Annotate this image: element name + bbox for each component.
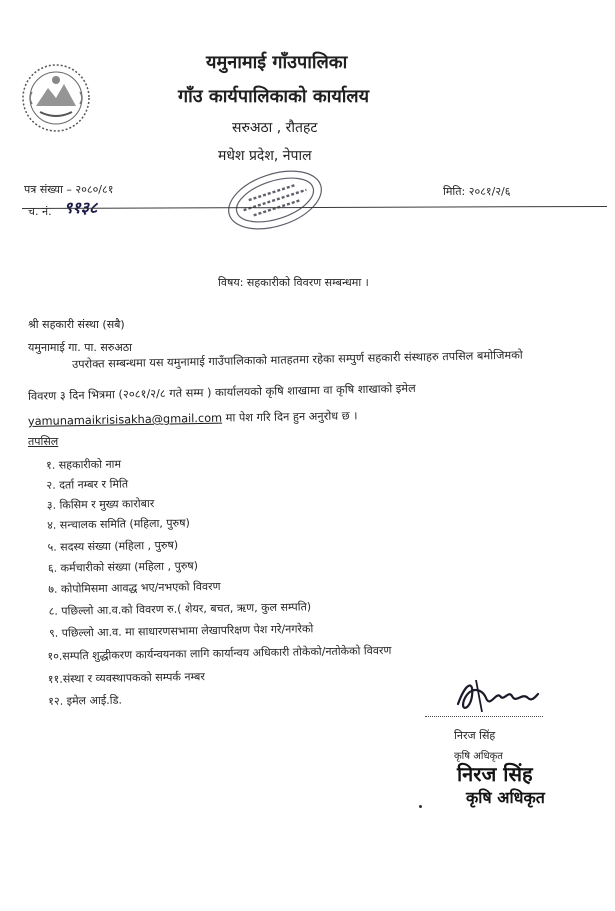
office-stamp (220, 160, 330, 240)
body-line-1: उपरोक्त सम्बन्धमा यस यमुनामाई गाउँपालिकाको मातहतमा रहेका सम्पुर्ण सहकारी संस्थाहरु तपसिल बमोजिमको (71, 348, 523, 371)
government-emblem-icon (20, 62, 92, 134)
list-item: ६. कर्मचारीको संख्या (महिला , पुरुष) (47, 559, 199, 575)
body-line-3-text: मा पेश गरि दिन हुन अनुरोध छ । (221, 409, 358, 425)
list-item: १२. इमेल आई.डि. (48, 693, 123, 708)
dispatch-number-value: ९१३८ (64, 198, 98, 217)
subject-line: विषय: सहकारीको विवरण सम्बन्धमा । (218, 276, 369, 289)
body-line-3 (28, 408, 358, 429)
office-address: सरुअठा , रौतहट (232, 120, 318, 136)
dispatch-number-label: च. नं. (28, 205, 52, 218)
title-stamp: कृषि अधिकृत (466, 788, 545, 807)
name-stamp: निरज सिंह (457, 762, 533, 786)
body-line-2: विवरण ३ दिन भित्रमा (२०८१/२/८ गते सम्म ) कार्यालयको कृषि शाखामा वा कृषि शाखाको इमेल (27, 381, 416, 403)
handwritten-signature (452, 672, 542, 717)
email-link[interactable]: yamunamaikrisisakha@gmail.com (27, 411, 223, 428)
list-item: ४. सन्चालक समिति (महिला, पुरुष) (47, 516, 190, 532)
list-heading: तपसिल (28, 435, 59, 448)
signatory-name: निरज सिंह (454, 729, 496, 742)
list-item: १०.सम्पति शुद्धीकरण कार्यन्वयनका लागि कार्यान्वय अधिकारी तोकेको/नतोकेको विवरण (47, 643, 392, 663)
signature-line (425, 716, 543, 717)
list-item: ९. पछिल्लो आ.व. मा साधारणसभामा लेखापरिक्षण पेश गरे/नगरेको (48, 622, 314, 640)
list-item: १. सहकारीको नाम (45, 457, 122, 472)
list-item: ३. किसिम र मुख्य कारोबार (46, 497, 155, 512)
recipient-name: श्री सहकारी संस्था (सबै) (28, 318, 125, 331)
letter-number: पत्र संख्या – २०८०/८१ (24, 183, 114, 196)
office-subtitle: गाँउ कार्यपालिकाको कार्यालय (178, 86, 370, 107)
office-province: मधेश प्रदेश, नेपाल (218, 148, 312, 164)
ink-dot (419, 805, 422, 808)
signatory-title: कृषि अधिकृत (454, 751, 503, 762)
list-item: ७. कोपोमिसमा आवद्ध भए/नभएको विवरण (48, 579, 221, 596)
recipient-address: यमुनामाई गा. पा. सरुअठा (28, 341, 133, 354)
list-item: ११.संस्था र व्यवस्थापकको सम्पर्क नम्बर (47, 670, 206, 686)
office-name: यमुनामाई गाँउपालिका (206, 52, 348, 73)
list-item: २. दर्ता नम्बर र मिति (46, 477, 129, 492)
list-item: ८. पछिल्लो आ.व.को विवरण रु.( शेयर, बचत, ऋण, कुल सम्पति) (48, 600, 312, 618)
list-item: ५. सदस्य संख्या (महिला , पुरुष) (47, 538, 179, 554)
letter-date: मिति: २०८१/२/६ (443, 185, 511, 198)
